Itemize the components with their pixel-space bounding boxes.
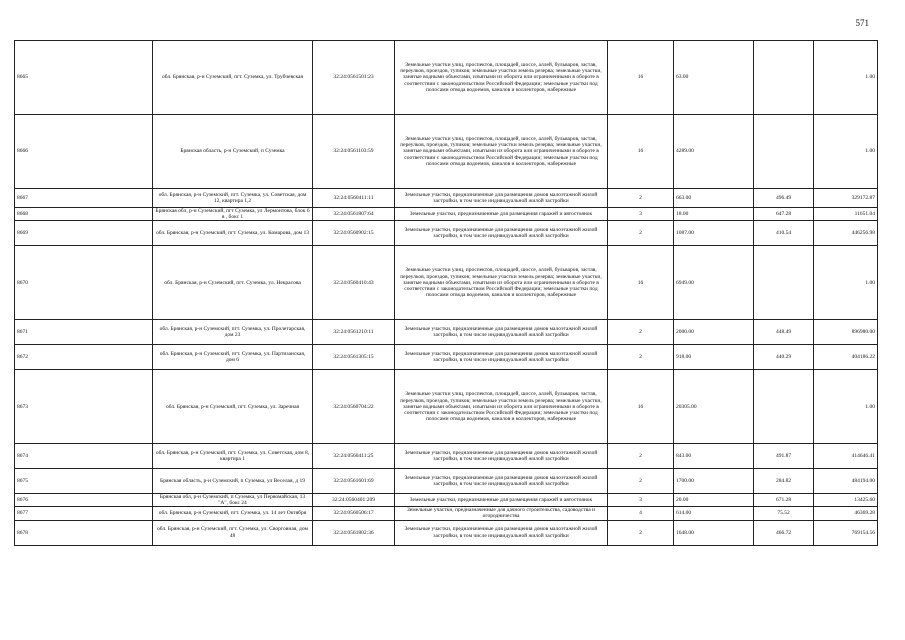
cell-value: 484194.00 — [814, 469, 878, 494]
cell-area: 1648.00 — [674, 520, 754, 545]
cell-area: 663.00 — [674, 189, 754, 208]
cell-area: 20305.00 — [674, 370, 754, 444]
cell-use: Земельные участки улиц, проспектов, площадей, шоссе, аллей, бульваров, застав, переулков, проездов, тупиков; земельные участки земель резерва; земельные участки, занятые водными объектами, изъятыми из оборота или ограниченными в обороте в соответствии с законодательством Российской Федерации; земельные участки под полосами отвода водоемов, каналов и коллекторов, набережные — [395, 115, 608, 189]
cell-category: 2 — [608, 469, 674, 494]
cell-address: обл. Брянская, р-н Суземский, пгт. Суземка, ул. 14 лет Октября — [153, 507, 313, 520]
land-registry-table — [14, 40, 878, 546]
cell-category: 4 — [608, 507, 674, 520]
cell-area: 18.00 — [674, 208, 754, 221]
cell-address: Брянская обл, р-н Суземский, п Суземка, ул Первомайская, 13 "А", бокс 24 — [153, 494, 313, 507]
cell-num: 8667 — [15, 189, 153, 208]
cell-cadastral: 32:24:0560411:11 — [313, 189, 395, 208]
cell-num: 8671 — [15, 320, 153, 345]
cell-use: Земельные участки, предназначенные для размещения домов малоэтажной жилой застройки, в том числе индивидуальной жилой застройки — [395, 320, 608, 345]
cell-area: 20.00 — [674, 494, 754, 507]
cell-category: 2 — [608, 189, 674, 208]
cell-use: Земельные участки, предназначенные для размещения домов малоэтажной жилой застройки, в том числе индивидуальной жилой застройки — [395, 221, 608, 246]
cell-address: обл. Брянская, р-н Суземский, пгт. Суземка, ул. Сворговная, дом 48 — [153, 520, 313, 545]
cell-cadastral: 32:24:0560704:22 — [313, 370, 395, 444]
cell-value: 1.00 — [814, 41, 878, 115]
cell-rate: 647.28 — [754, 208, 814, 221]
cell-rate: 496.49 — [754, 189, 814, 208]
cell-use: Земельные участки, предназначенные для размещения гаражей и автостоянок — [395, 208, 608, 221]
cell-rate — [754, 115, 814, 189]
cell-rate — [754, 41, 814, 115]
cell-value: 13425.60 — [814, 494, 878, 507]
cell-rate: 671.28 — [754, 494, 814, 507]
cell-value: 1.00 — [814, 115, 878, 189]
cell-cadastral: 32:24:0561305:15 — [313, 345, 395, 370]
cell-use: Земельные участки, предназначенные для дачного строительства, садоводства и огородничества — [395, 507, 608, 520]
cell-num: 8672 — [15, 345, 153, 370]
cell-category: 2 — [608, 320, 674, 345]
cell-use: Земельные участки улиц, проспектов, площадей, шоссе, аллей, бульваров, застав, переулков, проездов, тупиков; земельные участки земель резерва; земельные участки, занятые водными объектами, изъятыми из оборота или ограниченными в обороте в соответствии с законодательством Российской Федерации; земельные участки под полосами отвода водоемов, каналов и коллекторов, набережные — [395, 246, 608, 320]
cell-cadastral: 32:24:0561210:11 — [313, 320, 395, 345]
cell-num: 8676 — [15, 494, 153, 507]
cell-value: 11651.04 — [814, 208, 878, 221]
cell-value: 404186.22 — [814, 345, 878, 370]
cell-rate: 491.87 — [754, 444, 814, 469]
cell-use: Земельные участки, предназначенные для размещения домов малоэтажной жилой застройки, в том числе индивидуальной жилой застройки — [395, 189, 608, 208]
cell-area: 614.00 — [674, 507, 754, 520]
cell-value: 46369.28 — [814, 507, 878, 520]
table-row — [15, 246, 878, 320]
cell-value: 446256.98 — [814, 221, 878, 246]
cell-rate: 448.49 — [754, 320, 814, 345]
cell-category: 2 — [608, 221, 674, 246]
cell-use: Земельные участки, предназначенные для размещения домов малоэтажной жилой застройки, в том числе индивидуальной жилой застройки — [395, 444, 608, 469]
cell-cadastral: 32:24:0561802:36 — [313, 520, 395, 545]
cell-area: 2000.00 — [674, 320, 754, 345]
cell-address: обл. Брянская, р-н Суземский, пгт. Суземка, ул. Партизанская, дом 6 — [153, 345, 313, 370]
cell-use: Земельные участки улиц, проспектов, площадей, шоссе, аллей, бульваров, застав, переулков, проездов, тупиков; земельные участки земель резерва; земельные участки, занятые водными объектами, изъятыми из оборота или ограниченными в обороте в соответствии с законодательством Российской Федерации; земельные участки под полосами отвода водоемов, каналов и коллекторов, набережные — [395, 41, 608, 115]
cell-value: 1.00 — [814, 370, 878, 444]
cell-cadastral: 32:24:0560902:15 — [313, 221, 395, 246]
cell-use: Земельные участки улиц, проспектов, площадей, шоссе, аллей, бульваров, застав, переулков, проездов, тупиков; земельные участки земель резерва; земельные участки, занятые водными объектами, изъятыми из оборота или ограниченными в обороте в соответствии с законодательством Российской Федерации; земельные участки под полосами отвода водоемов, каналов и коллекторов, набережные — [395, 370, 608, 444]
cell-value: 1.00 — [814, 246, 878, 320]
cell-use: Земельные участки, предназначенные для размещения домов малоэтажной жилой застройки, в том числе индивидуальной жилой застройки — [395, 469, 608, 494]
cell-rate — [754, 246, 814, 320]
cell-use: Земельные участки, предназначенные для размещения домов малоэтажной жилой застройки, в том числе индивидуальной жилой застройки — [395, 345, 608, 370]
cell-num: 8666 — [15, 115, 153, 189]
cell-area: 63.00 — [674, 41, 754, 115]
cell-category: 16 — [608, 41, 674, 115]
cell-use: Земельные участки, предназначенные для размещения гаражей и автостоянок — [395, 494, 608, 507]
cell-use: Земельные участки, предназначенные для размещения домов малоэтажной жилой застройки, в том числе индивидуальной жилой застройки — [395, 520, 608, 545]
cell-value: 769154.56 — [814, 520, 878, 545]
cell-num: 8668 — [15, 208, 153, 221]
cell-value: 414646.41 — [814, 444, 878, 469]
cell-address: обл. Брянская, р-н Суземский, пгт. Суземка, ул. Комарова, дом 13 — [153, 221, 313, 246]
table-row — [15, 115, 878, 189]
cell-cadastral: 32:24:0561807:64 — [313, 208, 395, 221]
table-row — [15, 345, 878, 370]
cell-category: 3 — [608, 494, 674, 507]
cell-area: 843.00 — [674, 444, 754, 469]
cell-address: обл. Брянская, р-н Суземский, пгт. Суземка, ул. Советская, дом 8, квартира 1 — [153, 444, 313, 469]
cell-num: 8675 — [15, 469, 153, 494]
cell-area: 4289.00 — [674, 115, 754, 189]
cell-category: 16 — [608, 370, 674, 444]
cell-value: 896980.00 — [814, 320, 878, 345]
cell-cadastral: 32:24:0560401:209 — [313, 494, 395, 507]
cell-area: 1087.00 — [674, 221, 754, 246]
table-row — [15, 507, 878, 520]
cell-rate — [754, 370, 814, 444]
cell-cadastral: 32:24:0560506:17 — [313, 507, 395, 520]
cell-rate: 284.82 — [754, 469, 814, 494]
cell-address: обл. Брянская, р-н Суземский, пгт. Суземка, ул. Советская, дом 12, квартира 1,2 — [153, 189, 313, 208]
cell-num: 8665 — [15, 41, 153, 115]
cell-num: 8678 — [15, 520, 153, 545]
cell-rate: 410.54 — [754, 221, 814, 246]
cell-address: Брянская обл, р-н Суземский, пгт Суземка, ул Лермонтова, блок 6 в , бокс 1 — [153, 208, 313, 221]
cell-num: 8670 — [15, 246, 153, 320]
table-row — [15, 320, 878, 345]
cell-category: 2 — [608, 520, 674, 545]
cell-category: 2 — [608, 345, 674, 370]
cell-cadastral: 32:24:0561601:69 — [313, 469, 395, 494]
cell-num: 8673 — [15, 370, 153, 444]
cell-rate: 440.29 — [754, 345, 814, 370]
cell-address: обл. Брянская, р-н Суземский, пгт. Суземка, ул. Некрасова — [153, 246, 313, 320]
table-row — [15, 189, 878, 208]
table-row — [15, 494, 878, 507]
table-row — [15, 221, 878, 246]
cell-address: Брянская область, р-н Суземский, п Суземка, ул Веселая, д 19 — [153, 469, 313, 494]
cell-address: обл. Брянская, р-н Суземский, пгт. Суземка, ул. Пролетарская, дом 23 — [153, 320, 313, 345]
cell-cadastral: 32:24:0560411:25 — [313, 444, 395, 469]
table-row — [15, 41, 878, 115]
cell-num: 8669 — [15, 221, 153, 246]
cell-area: 1700.00 — [674, 469, 754, 494]
cell-num: 8677 — [15, 507, 153, 520]
cell-rate: 75.52 — [754, 507, 814, 520]
table-row — [15, 208, 878, 221]
table-row — [15, 370, 878, 444]
cell-cadastral: 32:24:0561501:23 — [313, 41, 395, 115]
cell-area: 918.00 — [674, 345, 754, 370]
cell-category: 2 — [608, 444, 674, 469]
table-row — [15, 469, 878, 494]
cell-address: обл. Брянская, р-н Суземский, пгт. Суземка, ул. Заречная — [153, 370, 313, 444]
cell-address: Брянская область, р-н Суземский, п Суземка — [153, 115, 313, 189]
cell-cadastral: 32:24:0561103:59 — [313, 115, 395, 189]
cell-value: 329172.87 — [814, 189, 878, 208]
cell-category: 16 — [608, 115, 674, 189]
cell-category: 3 — [608, 208, 674, 221]
page-number: 571 — [855, 18, 869, 28]
cell-rate: 466.72 — [754, 520, 814, 545]
table-row — [15, 520, 878, 545]
cell-area: 6949.00 — [674, 246, 754, 320]
cell-address: обл. Брянская, р-н Суземский, пгт. Суземка, ул. Трубчевская — [153, 41, 313, 115]
table-row — [15, 444, 878, 469]
cell-category: 16 — [608, 246, 674, 320]
cell-num: 8674 — [15, 444, 153, 469]
cell-cadastral: 32:24:0560410:43 — [313, 246, 395, 320]
